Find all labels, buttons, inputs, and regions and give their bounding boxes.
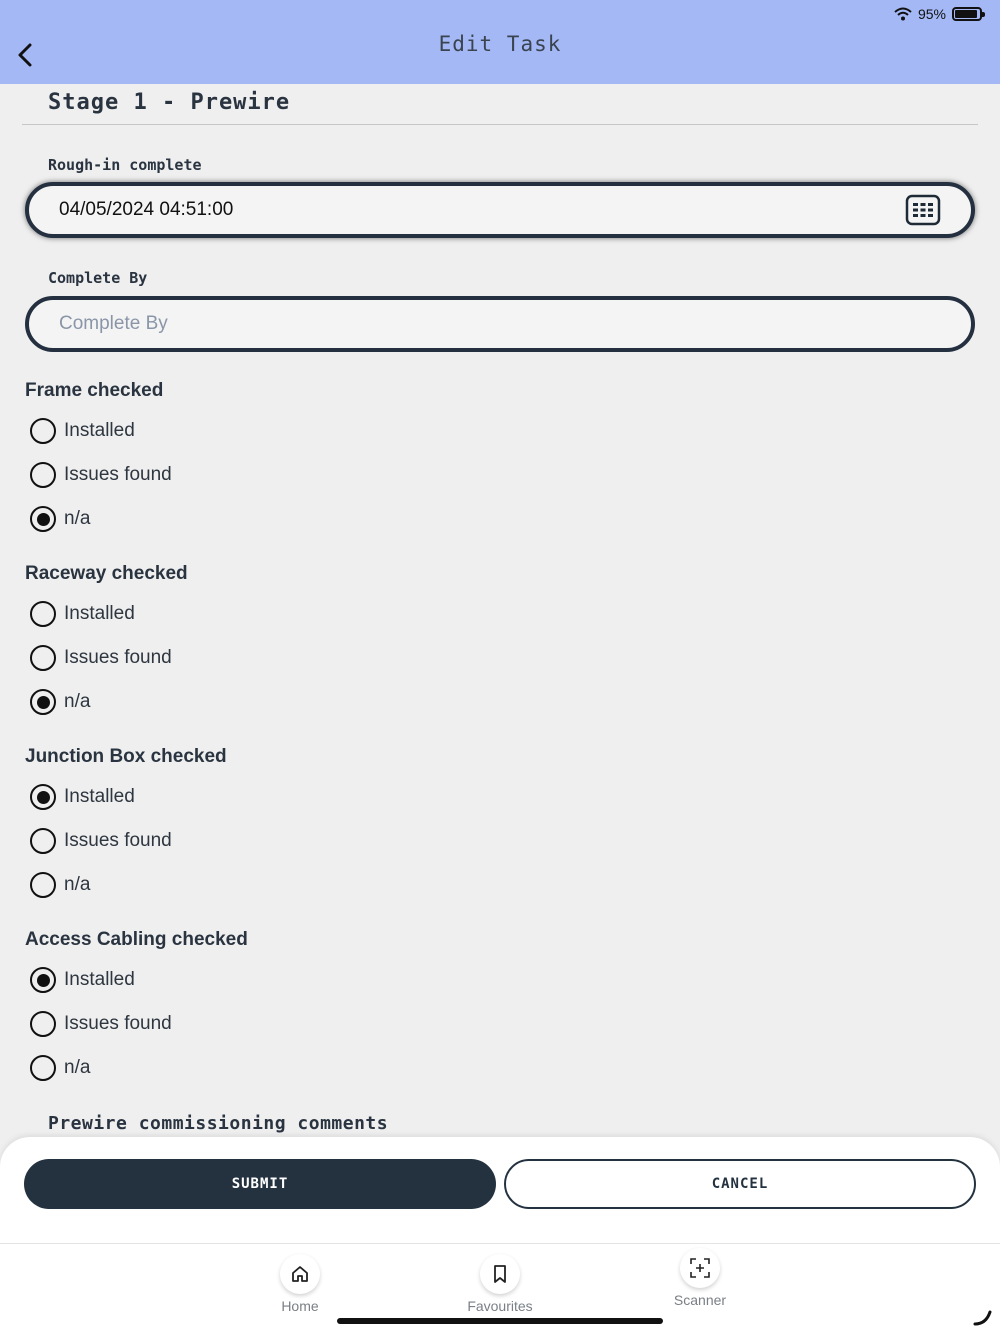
wifi-icon	[894, 7, 912, 21]
tab-home[interactable]	[240, 1254, 360, 1314]
radio-label: n/a	[64, 1057, 91, 1078]
radio-selected-dot	[37, 696, 50, 709]
scanner-icon	[689, 1257, 711, 1279]
app-header	[0, 0, 1000, 84]
radio-label: Installed	[64, 603, 135, 624]
radio-group-title: Access Cabling checked	[25, 929, 248, 950]
radio-option-installed[interactable]	[30, 416, 135, 446]
radio-option-n-a[interactable]	[30, 1053, 90, 1083]
radio-button[interactable]	[30, 1011, 56, 1037]
radio-label: Issues found	[64, 1013, 172, 1034]
radio-button[interactable]	[30, 462, 56, 488]
radio-button[interactable]	[30, 784, 56, 810]
radio-option-installed[interactable]	[30, 965, 135, 995]
radio-option-n-a[interactable]	[30, 870, 90, 900]
radio-option-installed[interactable]	[30, 599, 135, 629]
status-bar	[894, 4, 982, 24]
radio-button[interactable]	[30, 828, 56, 854]
radio-label: Issues found	[64, 647, 172, 668]
radio-button[interactable]	[30, 645, 56, 671]
radio-group-title: Frame checked	[25, 380, 164, 401]
page-title: Edit Task	[438, 32, 562, 56]
radio-label: Issues found	[64, 464, 172, 485]
radio-label: Installed	[64, 786, 135, 807]
submit-button[interactable]: SUBMIT	[24, 1159, 496, 1209]
rough-in-label: Rough-in complete	[48, 156, 202, 174]
radio-option-issues-found[interactable]	[30, 826, 172, 856]
tab-home-label: Home	[281, 1298, 319, 1314]
radio-button[interactable]	[30, 601, 56, 627]
battery-icon	[952, 7, 982, 21]
calendar-icon[interactable]	[905, 194, 941, 226]
complete-by-field[interactable]	[25, 296, 975, 352]
radio-selected-dot	[37, 791, 50, 804]
radio-button[interactable]	[30, 872, 56, 898]
radio-label: n/a	[64, 691, 91, 712]
radio-label: Installed	[64, 969, 135, 990]
comments-label: Prewire commissioning comments	[48, 1113, 389, 1134]
radio-button[interactable]	[30, 418, 56, 444]
radio-button[interactable]	[30, 967, 56, 993]
radio-selected-dot	[37, 974, 50, 987]
radio-label: Issues found	[64, 830, 172, 851]
radio-option-issues-found[interactable]	[30, 1009, 172, 1039]
radio-group-title: Raceway checked	[25, 563, 188, 584]
corner-curve-icon	[972, 1306, 994, 1328]
radio-option-n-a[interactable]	[30, 687, 90, 717]
radio-button[interactable]	[30, 1055, 56, 1081]
rough-in-value: 04/05/2024 04:51:00	[59, 199, 234, 220]
action-sheet	[0, 1137, 1000, 1243]
radio-group-title: Junction Box checked	[25, 746, 227, 767]
radio-option-issues-found[interactable]	[30, 460, 172, 490]
radio-label: Installed	[64, 420, 135, 441]
stage-divider	[22, 124, 978, 125]
tab-scanner-label: Scanner	[673, 1292, 727, 1308]
radio-option-n-a[interactable]	[30, 504, 90, 534]
radio-option-issues-found[interactable]	[30, 643, 172, 673]
cancel-button[interactable]: CANCEL	[504, 1159, 976, 1209]
complete-by-input[interactable]	[59, 313, 941, 335]
tab-favourites-label: Favourites	[467, 1298, 533, 1314]
stage-title: Stage 1 - Prewire	[48, 90, 291, 115]
home-indicator	[337, 1318, 663, 1324]
tab-favourites[interactable]	[440, 1254, 560, 1314]
bookmark-icon-wrap	[480, 1254, 520, 1294]
radio-selected-dot	[37, 513, 50, 526]
radio-button[interactable]	[30, 689, 56, 715]
radio-label: n/a	[64, 874, 91, 895]
home-icon	[290, 1264, 310, 1284]
tab-scanner[interactable]	[640, 1248, 760, 1308]
scanner-icon-wrap	[680, 1248, 720, 1288]
rough-in-field[interactable]	[25, 182, 975, 238]
complete-by-label: Complete By	[48, 269, 148, 287]
radio-label: n/a	[64, 508, 91, 529]
bookmark-icon	[491, 1264, 509, 1284]
radio-option-installed[interactable]	[30, 782, 135, 812]
battery-percentage: 95%	[917, 6, 946, 22]
home-icon-wrap	[280, 1254, 320, 1294]
radio-button[interactable]	[30, 506, 56, 532]
